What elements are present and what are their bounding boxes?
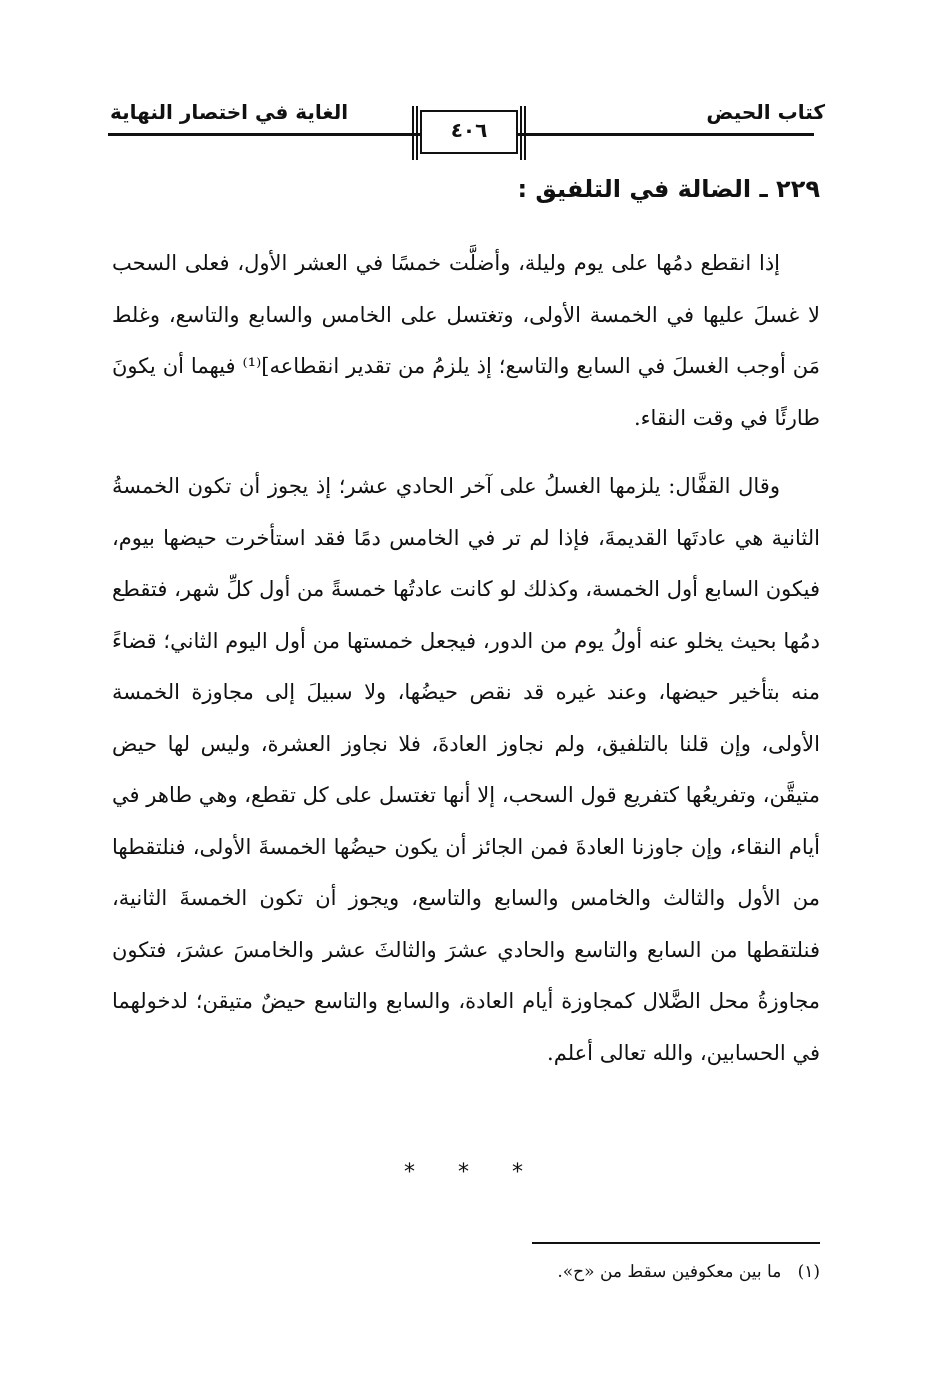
footnote-marker: (١) bbox=[797, 1262, 820, 1282]
running-header-chapter: كتاب الحيض bbox=[706, 100, 825, 124]
page-number: ٤٠٦ bbox=[450, 118, 488, 142]
footnote-rule bbox=[532, 1242, 820, 1244]
section-separator: * * * bbox=[404, 1160, 541, 1185]
body-text bbox=[112, 238, 820, 1079]
section-heading: ٢٢٩ ـ الضالة في التلفيق : bbox=[517, 175, 820, 203]
page-number-frame bbox=[420, 110, 518, 154]
running-header-book-title: الغاية في اختصار النهاية bbox=[110, 100, 349, 124]
paragraph: إذا انقطع دمُها على يوم وليلة، وأضلَّت خمسًا في العشر الأول، فعلى السحب لا غسلَ عليها في الخمسة الأولى، وتغتسل على الخامس والسابع والتاسع، وغلط مَن أوجب الغسلَ في السابع والتاسع؛ إذ يلزمُ من تقدير انقطاعه]⁽¹⁾ فيهما أن يكونَ طارئًا في وقت النقاء. bbox=[112, 251, 820, 430]
footnote-text: ما بين معكوفين سقط من «ح». bbox=[557, 1262, 782, 1282]
footnote bbox=[557, 1262, 820, 1282]
paragraph: وقال القفَّال: يلزمها الغسلُ على آخر الحادي عشر؛ إذ يجوز أن تكون الخمسةُ الثانية هي عادتَها القديمةَ، فإذا لم تر في الخامس دمًا فقد استأخرت حيضها بيوم، فيكون السابع أول الخمسة، وكذلك لو كانت عادتُها خمسةً من أول كلِّ شهر، فتقطع دمُها بحيث يخلو عنه أولُ يوم من الدور، فيجعل خمستها من أول اليوم الثاني؛ قضاءً منه بتأخير حيضها، وعند غيره قد نقص حيضُها، ولا سبيلَ إلى مجاوزة الخمسة الأولى، وإن قلنا بالتلفيق، ولم نجاوز العادةَ، فلا نجاوز العشرة، وليس لها حيض متيقَّن، وتفريعُها كتفريع قول السحب، إلا أنها تغتسل على كل تقطع، وهي طاهر في أيام النقاء، وإن جاوزنا العادةَ فمن الجائز أن يكون حيضُها الخمسةَ الأولى، فنلتقطها من الأول والثالث والخامس والسابع والتاسع، ويجوز أن تكون الخمسةَ الثانية، فنلتقطها من السابع والتاسع والحادي عشرَ والثالثَ عشر والخامسَ عشرَ، فتكون مجاوزةُ محل الضَّلال كمجاوزة أيام العادة، والسابع والتاسع حيضٌ متيقن؛ لدخولهما في الحسابين، والله تعالى أعلم. bbox=[112, 474, 821, 1065]
